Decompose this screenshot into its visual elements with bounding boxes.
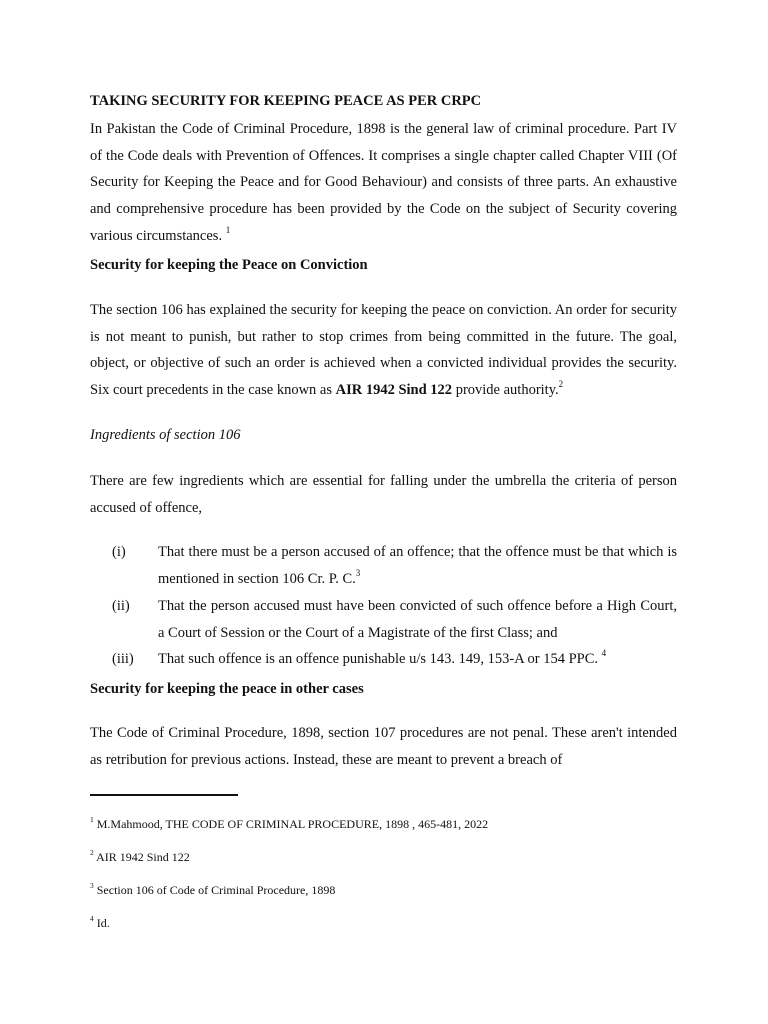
footnote-number: 2	[90, 848, 94, 857]
list-text-body: That such offence is an offence punishable u/s 143. 149, 153-A or 154 PPC.	[158, 651, 599, 667]
list-text	[158, 593, 677, 646]
list-number: (ii)	[112, 598, 130, 614]
footnote-ref-2: 2	[558, 379, 564, 390]
list-text-body: That there must be a person accused of an offence; that the offence must be that which is mentioned in section 106 Cr. P. C.	[158, 544, 677, 587]
footnote-text: AIR 1942 Sind 122	[96, 850, 190, 864]
footnote-text: M.Mahmood, THE CODE OF CRIMINAL PROCEDURE, 1898 , 465-481, 2022	[96, 817, 489, 831]
list-text-body: That the person accused must have been convicted of such offence before a High Court, a Court of Session or the Court of a Magistrate of the first Class; and	[158, 598, 677, 641]
document-title: TAKING SECURITY FOR KEEPING PEACE AS PER CRPC	[90, 93, 482, 109]
footnote-ref-3: 3	[355, 567, 361, 578]
section-106-paragraph	[90, 297, 677, 404]
footnote-number: 3	[90, 881, 94, 890]
case-citation: AIR 1942 Sind 122	[335, 382, 453, 399]
section-heading-conviction: Security for keeping the Peace on Conviction	[90, 257, 368, 273]
section-107-paragraph: The Code of Criminal Procedure, 1898, section 107 procedures are not penal. These aren't intended as retribution for previous actions. Instead, these are meant to prevent a breach of	[90, 725, 677, 768]
footnote-2	[90, 849, 190, 865]
section-106-text-b: provide authority.	[452, 382, 559, 399]
list-text	[158, 539, 677, 592]
footnote-number: 4	[90, 914, 94, 923]
section-heading-other-cases: Security for keeping the peace in other cases	[90, 681, 364, 697]
footnote-4	[90, 915, 110, 931]
ingredients-intro: There are few ingredients which are essential for falling under the umbrella the criteria of person accused of offence,	[90, 473, 677, 516]
footnote-text: Section 106 of Code of Criminal Procedure, 1898	[96, 883, 336, 897]
footnote-number: 1	[90, 815, 94, 824]
list-number: (iii)	[112, 651, 134, 667]
footnote-separator	[90, 794, 238, 796]
section-106-text-a: The section 106 has explained the security for keeping the peace on conviction. An order for security is not meant to punish, but rather to stop crimes from being committed in the future. The goal, object, or objective of such an order is achieved when a convicted individual provides the security. Six court precedents in the case known as	[90, 302, 677, 399]
intro-text: In Pakistan the Code of Criminal Procedure, 1898 is the general law of criminal procedure. Part IV of the Code deals with Prevention of Offences. It comprises a single chapter called Chapter VIII (Of Security for Keeping the Peace and for Good Behaviour) and consists of three parts. An exhaustive and comprehensive procedure has been provided by the Code on the subject of Security covering various circumstances.	[90, 121, 677, 244]
intro-paragraph	[90, 116, 677, 250]
list-text	[158, 646, 677, 673]
footnote-text: Id.	[96, 916, 110, 930]
ingredients-subheading: Ingredients of section 106	[90, 427, 241, 443]
footnote-1	[90, 816, 488, 832]
footnote-ref-1: 1	[225, 224, 231, 235]
list-number: (i)	[112, 544, 126, 560]
footnote-ref-4: 4	[601, 648, 607, 659]
footnote-3	[90, 882, 335, 898]
